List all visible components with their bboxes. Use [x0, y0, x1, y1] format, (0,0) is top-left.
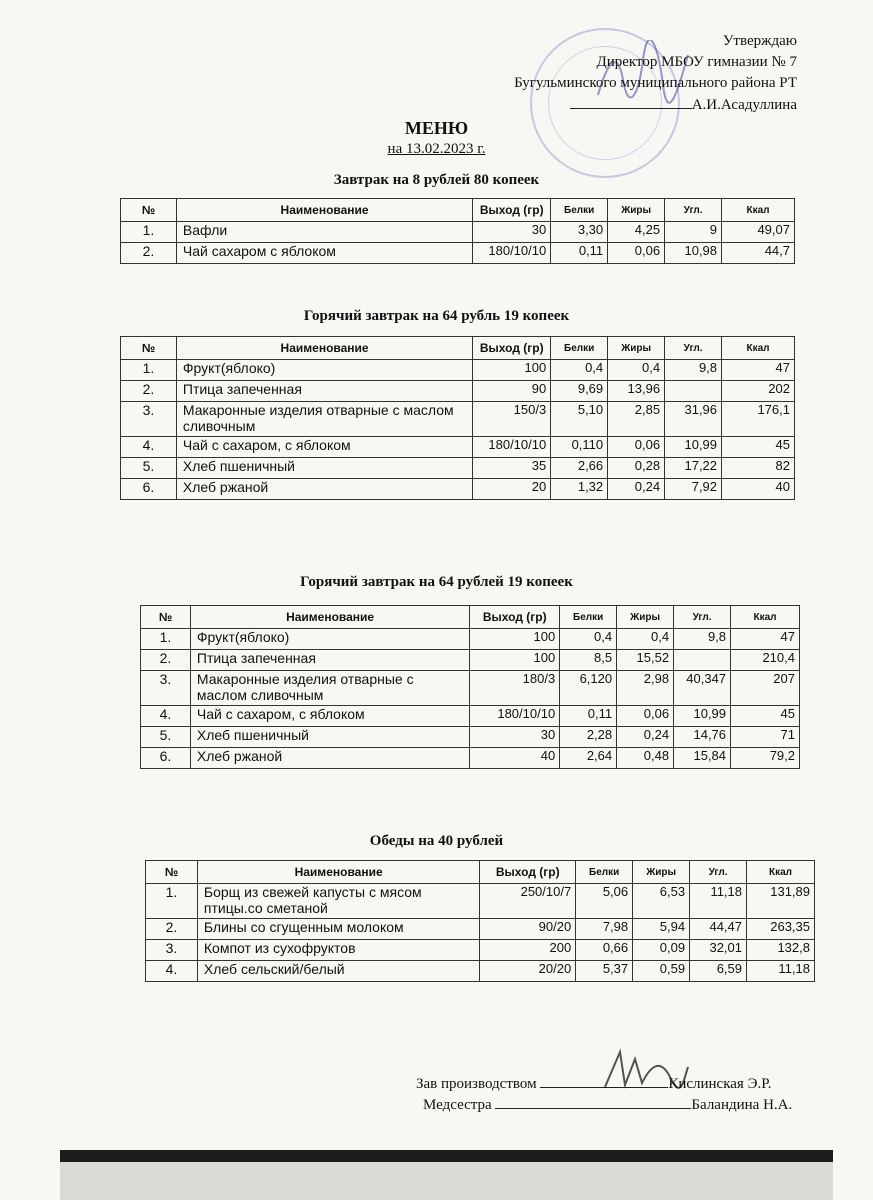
- column-header: №: [141, 606, 191, 629]
- table-row: [121, 437, 795, 458]
- column-header: Выход (гр): [473, 337, 551, 360]
- signature-line: [570, 94, 692, 109]
- table-row: [121, 360, 795, 381]
- section-title: Завтрак на 8 рублей 80 копеек: [333, 172, 540, 188]
- nutrition-value: 207: [731, 671, 800, 706]
- footer-nurse: [416, 1094, 792, 1114]
- nutrition-value: 2,66: [551, 458, 608, 479]
- row-number: 6.: [121, 479, 177, 500]
- nutrition-value: 0,06: [617, 706, 674, 727]
- nutrition-value: 0,06: [608, 437, 665, 458]
- dish-name: Птица запеченная: [190, 650, 469, 671]
- nutrition-value: 47: [731, 629, 800, 650]
- section-title: Обеды на 40 рублей: [369, 833, 504, 849]
- table-row: [146, 961, 815, 982]
- nutrition-value: 176,1: [722, 402, 795, 437]
- row-number: 3.: [141, 671, 191, 706]
- nutrition-value: 40,347: [674, 671, 731, 706]
- nutrition-value: 2,85: [608, 402, 665, 437]
- nutrition-value: 0,4: [608, 360, 665, 381]
- footer-role2: Медсестра: [423, 1097, 492, 1113]
- scan-edge-lower: [60, 1162, 833, 1200]
- nutrition-value: 45: [731, 706, 800, 727]
- table-row: [141, 727, 800, 748]
- nutrition-value: 0,4: [560, 629, 617, 650]
- row-number: 2.: [141, 650, 191, 671]
- column-header: Выход (гр): [470, 606, 560, 629]
- nutrition-value: 9,8: [665, 360, 722, 381]
- dish-name: Фрукт(яблоко): [176, 360, 472, 381]
- nutrition-value: 180/10/10: [473, 243, 551, 264]
- column-header: №: [146, 861, 198, 884]
- nutrition-value: 180/3: [470, 671, 560, 706]
- nutrition-value: 0,4: [617, 629, 674, 650]
- nutrition-value: 9: [665, 222, 722, 243]
- nutrition-value: 9,69: [551, 381, 608, 402]
- dish-name: Фрукт(яблоко): [190, 629, 469, 650]
- nutrition-value: 250/10/7: [480, 884, 576, 919]
- nutrition-value: 200: [480, 940, 576, 961]
- row-number: 5.: [121, 458, 177, 479]
- nutrition-value: 40: [722, 479, 795, 500]
- column-header: Угл.: [665, 199, 722, 222]
- nutrition-value: 10,98: [665, 243, 722, 264]
- approval-line2: Директор МБОУ гимназии № 7: [596, 54, 797, 70]
- table-row: [146, 884, 815, 919]
- nutrition-value: 8,5: [560, 650, 617, 671]
- section-title: Горячий завтрак на 64 рублей 19 копеек: [300, 574, 573, 590]
- nutrition-value: 10,99: [674, 706, 731, 727]
- row-number: 4.: [141, 706, 191, 727]
- dish-name: Макаронные изделия отварные с маслом сливочным: [176, 402, 472, 437]
- dish-name: Хлеб пшеничный: [176, 458, 472, 479]
- row-number: 4.: [146, 961, 198, 982]
- dish-name: Чай сахаром с яблоком: [176, 243, 472, 264]
- nutrition-value: 11,18: [747, 961, 815, 982]
- nutrition-value: 0,48: [617, 748, 674, 769]
- column-header: Выход (гр): [473, 199, 551, 222]
- column-header: Наименование: [176, 199, 472, 222]
- dish-name: Хлеб ржаной: [190, 748, 469, 769]
- column-header: Наименование: [176, 337, 472, 360]
- nutrition-value: 32,01: [690, 940, 747, 961]
- nutrition-value: 100: [470, 650, 560, 671]
- column-header: Белки: [551, 199, 608, 222]
- nutrition-value: 79,2: [731, 748, 800, 769]
- approval-line1: Утверждаю: [722, 33, 797, 49]
- signature-line: [540, 1073, 668, 1088]
- column-header: Жиры: [617, 606, 674, 629]
- nutrition-value: 44,47: [690, 919, 747, 940]
- footer-production: [416, 1073, 771, 1093]
- nutrition-value: 100: [473, 360, 551, 381]
- column-header: Ккал: [722, 199, 795, 222]
- dish-name: Птица запеченная: [176, 381, 472, 402]
- approval-block: [514, 31, 797, 116]
- column-header: Жиры: [608, 199, 665, 222]
- row-number: 1.: [121, 360, 177, 381]
- dish-name: Чай с сахаром, с яблоком: [176, 437, 472, 458]
- column-header: Ккал: [722, 337, 795, 360]
- nutrition-value: 0,06: [608, 243, 665, 264]
- nutrition-value: 2,64: [560, 748, 617, 769]
- menu-table: [140, 605, 800, 769]
- column-header: Наименование: [197, 861, 479, 884]
- column-header: Ккал: [731, 606, 800, 629]
- dish-name: Компот из сухофруктов: [197, 940, 479, 961]
- menu-table: [120, 198, 795, 264]
- column-header: №: [121, 337, 177, 360]
- nutrition-value: 131,89: [747, 884, 815, 919]
- nutrition-value: 49,07: [722, 222, 795, 243]
- table-row: [146, 940, 815, 961]
- dish-name: Хлеб пшеничный: [190, 727, 469, 748]
- nutrition-value: 40: [470, 748, 560, 769]
- nutrition-value: 15,84: [674, 748, 731, 769]
- dish-name: Хлеб ржаной: [176, 479, 472, 500]
- row-number: 3.: [121, 402, 177, 437]
- signature-line: [495, 1094, 691, 1109]
- table-row: [121, 222, 795, 243]
- column-header: Жиры: [608, 337, 665, 360]
- row-number: 6.: [141, 748, 191, 769]
- table-row: [121, 479, 795, 500]
- column-header: Угл.: [665, 337, 722, 360]
- nutrition-value: 31,96: [665, 402, 722, 437]
- nutrition-value: 0,66: [576, 940, 633, 961]
- footer-name2: Баландина Н.А.: [691, 1097, 793, 1113]
- row-number: 5.: [141, 727, 191, 748]
- nutrition-value: 5,94: [633, 919, 690, 940]
- nutrition-value: 2,28: [560, 727, 617, 748]
- nutrition-value: 0,11: [551, 243, 608, 264]
- page-title: МЕНЮ: [404, 118, 469, 138]
- table-row: [121, 458, 795, 479]
- table-row: [141, 650, 800, 671]
- table-row: [141, 629, 800, 650]
- nutrition-value: 1,32: [551, 479, 608, 500]
- nutrition-value: 6,59: [690, 961, 747, 982]
- approval-signer-line: [514, 94, 797, 116]
- footer-name1: Кислинская Э.Р.: [668, 1076, 772, 1092]
- nutrition-value: 7,98: [576, 919, 633, 940]
- nutrition-value: 20/20: [480, 961, 576, 982]
- nutrition-value: 9,8: [674, 629, 731, 650]
- column-header: Жиры: [633, 861, 690, 884]
- row-number: 1.: [121, 222, 177, 243]
- nutrition-value: 6,120: [560, 671, 617, 706]
- nutrition-value: 5,10: [551, 402, 608, 437]
- nutrition-value: 15,52: [617, 650, 674, 671]
- nutrition-value: 202: [722, 381, 795, 402]
- column-header: Наименование: [190, 606, 469, 629]
- approval-signer: А.И.Асадуллина: [691, 97, 797, 113]
- nutrition-value: 47: [722, 360, 795, 381]
- nutrition-value: 82: [722, 458, 795, 479]
- dish-name: Вафли: [176, 222, 472, 243]
- nutrition-value: 0,11: [560, 706, 617, 727]
- nutrition-value: 7,92: [665, 479, 722, 500]
- nutrition-value: 44,7: [722, 243, 795, 264]
- nutrition-value: 180/10/10: [470, 706, 560, 727]
- nutrition-value: 0,24: [608, 479, 665, 500]
- scan-edge: [60, 1150, 833, 1162]
- dish-name: Чай с сахаром, с яблоком: [190, 706, 469, 727]
- nutrition-value: 0,28: [608, 458, 665, 479]
- column-header: Ккал: [747, 861, 815, 884]
- nutrition-value: [665, 381, 722, 402]
- dish-name: Борщ из свежей капусты с мясом птицы.со сметаной: [197, 884, 479, 919]
- table-row: [141, 706, 800, 727]
- column-header: Белки: [551, 337, 608, 360]
- nutrition-value: 10,99: [665, 437, 722, 458]
- row-number: 2.: [121, 381, 177, 402]
- nutrition-value: 2,98: [617, 671, 674, 706]
- nutrition-value: 0,09: [633, 940, 690, 961]
- nutrition-value: 30: [470, 727, 560, 748]
- column-header: Угл.: [674, 606, 731, 629]
- nutrition-value: 71: [731, 727, 800, 748]
- nutrition-value: 132,8: [747, 940, 815, 961]
- nutrition-value: 180/10/10: [473, 437, 551, 458]
- dish-name: Хлеб сельский/белый: [197, 961, 479, 982]
- row-number: 2.: [146, 919, 198, 940]
- nutrition-value: 11,18: [690, 884, 747, 919]
- table-row: [121, 402, 795, 437]
- nutrition-value: 90/20: [480, 919, 576, 940]
- menu-date: [0, 141, 873, 158]
- dish-name: Блины со сгущенным молоком: [197, 919, 479, 940]
- nutrition-value: 17,22: [665, 458, 722, 479]
- table-row: [141, 671, 800, 706]
- section-title: Горячий завтрак на 64 рубль 19 копеек: [303, 308, 570, 324]
- nutrition-value: 4,25: [608, 222, 665, 243]
- nutrition-value: 0,110: [551, 437, 608, 458]
- nutrition-value: 35: [473, 458, 551, 479]
- column-header: №: [121, 199, 177, 222]
- menu-table: [145, 860, 815, 982]
- nutrition-value: 13,96: [608, 381, 665, 402]
- nutrition-value: 210,4: [731, 650, 800, 671]
- nutrition-value: 0,4: [551, 360, 608, 381]
- nutrition-value: 6,53: [633, 884, 690, 919]
- column-header: Белки: [560, 606, 617, 629]
- table-row: [121, 243, 795, 264]
- table-header-row: [141, 606, 800, 629]
- nutrition-value: 263,35: [747, 919, 815, 940]
- nutrition-value: 0,59: [633, 961, 690, 982]
- column-header: Угл.: [690, 861, 747, 884]
- row-number: 1.: [141, 629, 191, 650]
- menu-date-text: на 13.02.2023 г.: [387, 141, 486, 157]
- table-header-row: [121, 337, 795, 360]
- column-header: Белки: [576, 861, 633, 884]
- menu-table: [120, 336, 795, 500]
- table-row: [146, 919, 815, 940]
- approval-line3: Бугульминского муниципального района РТ: [514, 75, 797, 91]
- nutrition-value: 100: [470, 629, 560, 650]
- table-row: [141, 748, 800, 769]
- nutrition-value: 14,76: [674, 727, 731, 748]
- dish-name: Макаронные изделия отварные с маслом сливочным: [190, 671, 469, 706]
- table-header-row: [146, 861, 815, 884]
- nutrition-value: 30: [473, 222, 551, 243]
- nutrition-value: 5,06: [576, 884, 633, 919]
- footer-role1: Зав производством: [416, 1076, 537, 1092]
- nutrition-value: [674, 650, 731, 671]
- nutrition-value: 0,24: [617, 727, 674, 748]
- nutrition-value: 3,30: [551, 222, 608, 243]
- row-number: 4.: [121, 437, 177, 458]
- table-row: [121, 381, 795, 402]
- nutrition-value: 90: [473, 381, 551, 402]
- row-number: 3.: [146, 940, 198, 961]
- nutrition-value: 5,37: [576, 961, 633, 982]
- row-number: 1.: [146, 884, 198, 919]
- nutrition-value: 150/3: [473, 402, 551, 437]
- table-header-row: [121, 199, 795, 222]
- column-header: Выход (гр): [480, 861, 576, 884]
- nutrition-value: 20: [473, 479, 551, 500]
- row-number: 2.: [121, 243, 177, 264]
- nutrition-value: 45: [722, 437, 795, 458]
